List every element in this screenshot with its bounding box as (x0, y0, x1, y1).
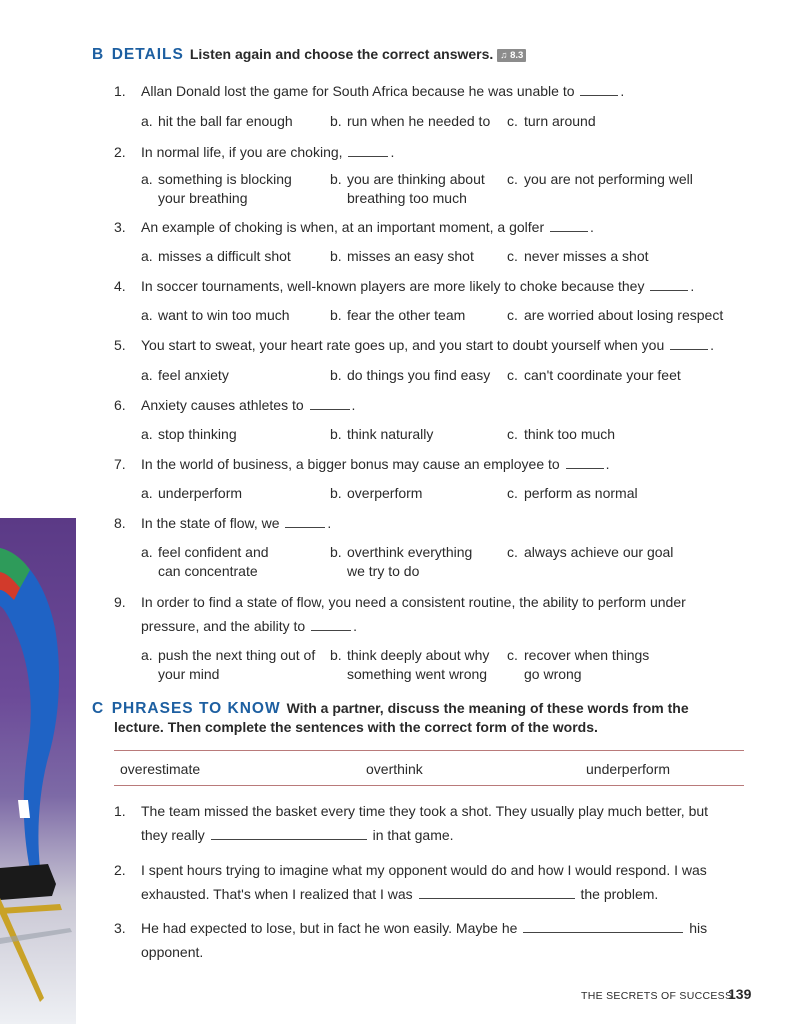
option-3a[interactable] (141, 247, 291, 266)
option-text: want to win too much (158, 307, 290, 323)
answer-blank[interactable] (311, 630, 351, 631)
option-8c[interactable] (507, 543, 673, 562)
option-letter: b. (330, 113, 342, 129)
sentence-text: his (689, 920, 708, 936)
option-letter: b. (330, 485, 342, 501)
option-text: feel anxiety (158, 367, 229, 383)
word-overthink: overthink (366, 761, 423, 777)
question-number: 9. (114, 594, 126, 610)
option-letter: c. (507, 171, 518, 187)
option-letter: a. (141, 647, 153, 663)
sentence-text: opponent. (141, 944, 204, 960)
option-letter: c. (507, 248, 518, 264)
sentence-text: they really (141, 827, 205, 843)
option-8b[interactable] (330, 543, 487, 581)
answer-blank[interactable] (650, 290, 688, 291)
section-title: DETAILS (111, 46, 184, 63)
option-letter: b. (330, 248, 342, 264)
option-2c[interactable] (507, 170, 693, 189)
option-letter: a. (141, 248, 153, 264)
question-6 (114, 393, 744, 417)
question-text: An example of choking is when, at an important moment, a golfer (141, 219, 545, 235)
option-4b[interactable] (330, 306, 465, 325)
option-9b[interactable] (330, 646, 505, 684)
question-5 (114, 333, 744, 357)
question-1 (114, 79, 744, 103)
option-text: underperform (158, 485, 243, 501)
option-text: stop thinking (158, 426, 237, 442)
question-text: You start to sweat, your heart rate goes up, and you start to doubt yourself when you (141, 337, 665, 353)
question-7 (114, 452, 744, 476)
answer-blank[interactable] (523, 932, 683, 933)
option-8a[interactable] (141, 543, 288, 581)
option-text: turn around (524, 113, 596, 129)
answer-blank[interactable] (211, 839, 367, 840)
option-letter: c. (507, 426, 518, 442)
page-number: 139 (728, 986, 752, 1002)
option-3c[interactable] (507, 247, 649, 266)
section-b-heading (92, 46, 526, 64)
question-text: In the state of flow, we (141, 515, 280, 531)
sentence-text: the problem. (580, 886, 659, 902)
option-text: fear the other team (347, 307, 466, 323)
option-letter: a. (141, 544, 153, 560)
option-6a[interactable] (141, 425, 237, 444)
option-9a[interactable] (141, 646, 318, 684)
question-text: Allan Donald lost the game for South Africa because he was unable to (141, 83, 575, 99)
option-text: feel confident and can concentrate (158, 544, 269, 579)
question-punct: . (710, 337, 715, 353)
question-text: Anxiety causes athletes to (141, 397, 304, 413)
sentence-text: I spent hours trying to imagine what my opponent would do and how I would respond. I was (141, 862, 707, 878)
option-text: recover when things go wrong (524, 647, 650, 682)
question-number: 1. (114, 83, 126, 99)
option-letter: a. (141, 307, 153, 323)
speed-skater-photo (0, 518, 76, 1024)
answer-blank[interactable] (348, 156, 388, 157)
option-text: misses an easy shot (347, 248, 474, 264)
option-4c[interactable] (507, 306, 723, 325)
option-text: do things you find easy (347, 367, 491, 383)
option-1a[interactable] (141, 112, 293, 131)
option-letter: c. (507, 485, 518, 501)
question-text: In order to find a state of flow, you need a consistent routine, the ability to perform under pressure, and the ability to (141, 594, 686, 634)
option-6b[interactable] (330, 425, 433, 444)
sentence-number: 2. (114, 862, 126, 878)
section-instruction: With a partner, discuss the meaning of these words from the (286, 700, 689, 716)
question-number: 2. (114, 144, 126, 160)
option-letter: b. (330, 307, 342, 323)
option-5b[interactable] (330, 366, 490, 385)
option-text: overthink everything we try to do (347, 544, 473, 579)
option-letter: b. (330, 544, 342, 560)
sentence-number: 3. (114, 920, 126, 936)
question-punct: . (353, 618, 357, 634)
audio-track-badge[interactable]: ♫ 8.3 (497, 49, 526, 62)
answer-blank[interactable] (550, 231, 588, 232)
question-punct: . (390, 144, 395, 160)
option-4a[interactable] (141, 306, 290, 325)
option-text: can't coordinate your feet (524, 367, 681, 383)
option-9c[interactable] (507, 646, 664, 684)
question-number: 7. (114, 456, 126, 472)
answer-blank[interactable] (566, 468, 604, 469)
section-instruction-continued: lecture. Then complete the sentences with the correct form of the words. (114, 719, 598, 735)
option-7a[interactable] (141, 484, 242, 503)
option-letter: c. (507, 307, 518, 323)
option-text: you are thinking about breathing too much (347, 171, 485, 206)
question-2 (114, 140, 744, 164)
question-number: 6. (114, 397, 126, 413)
option-2a[interactable] (141, 170, 311, 208)
audio-track-number: 8.3 (510, 50, 524, 61)
sentence-text: He had expected to lose, but in fact he won easily. Maybe he (141, 920, 518, 936)
sentence-text: exhausted. That's when I realized that I was (141, 886, 413, 902)
sentence-3 (114, 916, 744, 964)
question-number: 4. (114, 278, 126, 294)
word-overestimate: overestimate (120, 761, 201, 777)
section-instruction: Listen again and choose the correct answers. (189, 46, 494, 62)
question-punct: . (690, 278, 695, 294)
option-letter: b. (330, 426, 342, 442)
option-text: push the next thing out of your mind (158, 647, 316, 682)
option-7c[interactable] (507, 484, 638, 503)
option-text: run when he needed to (347, 113, 491, 129)
sentence-1 (114, 799, 744, 847)
option-text: think too much (524, 426, 616, 442)
question-4 (114, 274, 744, 298)
option-1b[interactable] (330, 112, 490, 131)
answer-blank[interactable] (580, 95, 618, 96)
option-1c[interactable] (507, 112, 596, 131)
option-text: never misses a shot (524, 248, 649, 264)
word-box (114, 750, 744, 786)
word-underperform: underperform (586, 761, 671, 777)
option-3b[interactable] (330, 247, 474, 266)
option-text: think deeply about why something went wrong (347, 647, 490, 682)
question-number: 8. (114, 515, 126, 531)
section-c-heading (92, 700, 689, 718)
option-text: think naturally (347, 426, 434, 442)
option-text: you are not performing well (524, 171, 693, 187)
option-letter: c. (507, 113, 518, 129)
option-letter: a. (141, 426, 153, 442)
question-3 (114, 215, 744, 239)
sentence-2 (114, 858, 744, 906)
option-letter: a. (141, 367, 153, 383)
question-text: In soccer tournaments, well-known players are more likely to choke because they (141, 278, 645, 294)
option-7b[interactable] (330, 484, 422, 503)
option-text: are worried about losing respect (524, 307, 724, 323)
question-8 (114, 511, 744, 535)
option-letter: c. (507, 544, 518, 560)
option-letter: b. (330, 171, 342, 187)
answer-blank[interactable] (419, 898, 575, 899)
section-title: PHRASES TO KNOW (111, 700, 281, 717)
sentence-number: 1. (114, 803, 126, 819)
option-text: hit the ball far enough (158, 113, 293, 129)
option-letter: b. (330, 367, 342, 383)
sentence-text: The team missed the basket every time they took a shot. They usually play much better, but (141, 803, 709, 819)
option-2b[interactable] (330, 170, 500, 208)
question-punct: . (590, 219, 594, 235)
question-9 (114, 590, 744, 638)
sentence-text: in that game. (372, 827, 454, 843)
question-punct: . (327, 515, 332, 531)
question-number: 5. (114, 337, 126, 353)
option-letter: b. (330, 647, 342, 663)
option-5a[interactable] (141, 366, 229, 385)
option-text: misses a difficult shot (158, 248, 291, 264)
question-punct: . (605, 456, 610, 472)
answer-blank[interactable] (310, 409, 350, 410)
option-letter: a. (141, 113, 153, 129)
section-letter: B (92, 46, 104, 63)
option-5c[interactable] (507, 366, 681, 385)
option-text: always achieve our goal (524, 544, 674, 560)
question-text: In the world of business, a bigger bonus may cause an employee to (141, 456, 560, 472)
option-letter: c. (507, 367, 518, 383)
option-text: overperform (347, 485, 423, 501)
question-punct: . (351, 397, 356, 413)
option-letter: c. (507, 647, 518, 663)
question-punct: . (620, 83, 625, 99)
section-letter: C (92, 700, 104, 717)
question-text: In normal life, if you are choking, (141, 144, 343, 160)
option-text: perform as normal (524, 485, 638, 501)
footer-unit-title: THE SECRETS OF SUCCESS (581, 990, 733, 1002)
option-letter: a. (141, 485, 153, 501)
option-letter: a. (141, 171, 153, 187)
option-text: something is blocking your breathing (158, 171, 292, 206)
question-number: 3. (114, 219, 126, 235)
answer-blank[interactable] (670, 349, 708, 350)
option-6c[interactable] (507, 425, 615, 444)
answer-blank[interactable] (285, 527, 325, 528)
